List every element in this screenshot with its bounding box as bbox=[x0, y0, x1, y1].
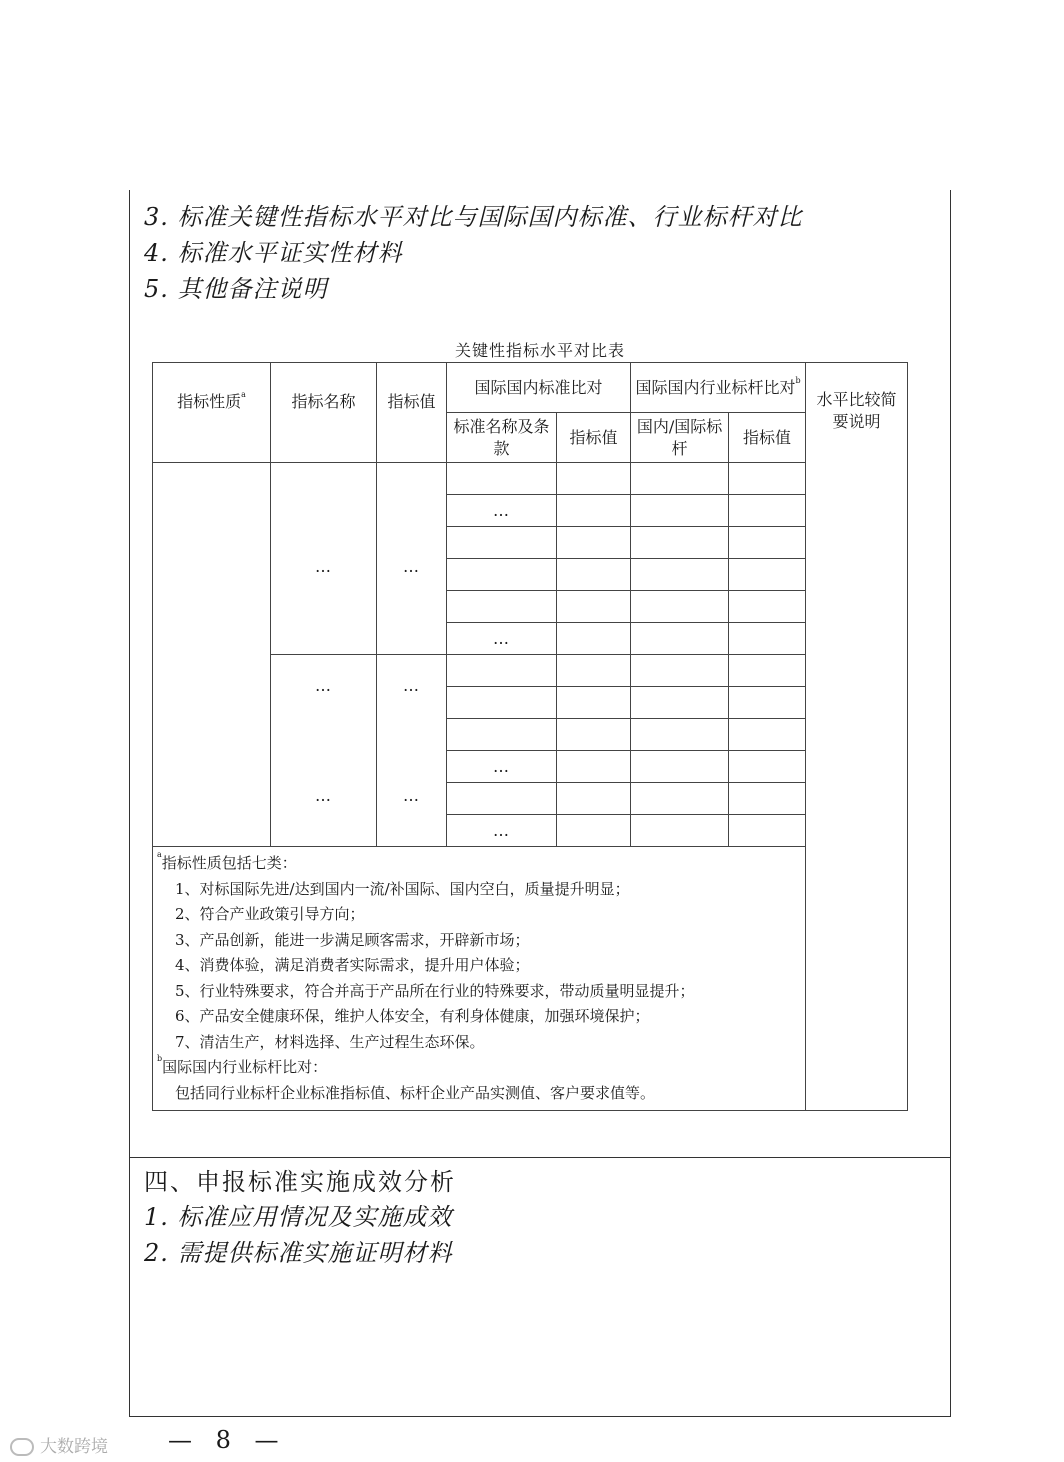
note-a-head: $^a$指标性质包括七类： bbox=[157, 850, 297, 872]
note-a-item: 6、产品安全健康环保，维护人体安全，有利身体健康，加强环境保护； bbox=[175, 1007, 650, 1025]
table-cell[interactable] bbox=[631, 751, 729, 783]
table-cell[interactable] bbox=[631, 687, 729, 719]
cell-value: … bbox=[377, 463, 447, 655]
table-cell[interactable] bbox=[729, 527, 806, 559]
footnote-mark-a: a bbox=[241, 390, 246, 399]
note-a-item: 5、行业特殊要求，符合并高于产品所在行业的特殊要求，带动质量明显提升； bbox=[175, 981, 695, 1000]
header-indicator-nature: 指标性质$^a$ bbox=[153, 363, 271, 463]
header-level-compare: 水平比较简要说明 bbox=[806, 363, 908, 1111]
table-cell[interactable] bbox=[447, 783, 557, 815]
table-cell[interactable] bbox=[729, 623, 806, 655]
table-cell[interactable] bbox=[557, 719, 631, 751]
table-cell[interactable] bbox=[729, 463, 806, 495]
header-indicator-name: 指标名称 bbox=[271, 363, 377, 463]
page-footer bbox=[0, 1426, 1064, 1462]
note-a-item: 2、符合产业政策引导方向； bbox=[175, 905, 365, 923]
item-4-evidence-materials: 4. 标准水平证实性材料 bbox=[144, 239, 403, 267]
note-b-head: $^b$国际国内行业标杆比对： bbox=[157, 1054, 328, 1076]
item-1-application-results: 1. 标准应用情况及实施成效 bbox=[144, 1203, 453, 1231]
note-b-item: 包括同行业标杆企业标准指标值、标杆企业产品实测值、客户要求值等。 bbox=[175, 1083, 656, 1102]
item-2-proof-materials: 2. 需提供标准实施证明材料 bbox=[144, 1239, 453, 1267]
section-4-heading: 四、申报标准实施成效分析 bbox=[144, 1168, 456, 1196]
header-intl-domestic-std: 国际国内标准比对 bbox=[447, 363, 631, 413]
watermark-logo: 大数跨境 bbox=[10, 1432, 108, 1457]
table-cell[interactable] bbox=[557, 655, 631, 687]
table-cell[interactable] bbox=[557, 463, 631, 495]
note-a-item: 7、清洁生产，材料选择、生产过程生态环保。 bbox=[175, 1032, 485, 1051]
table-cell[interactable] bbox=[557, 751, 631, 783]
table-cell[interactable]: … bbox=[447, 495, 557, 527]
table-cell[interactable] bbox=[729, 495, 806, 527]
table-cell[interactable] bbox=[447, 463, 557, 495]
table-cell[interactable] bbox=[631, 815, 729, 847]
item-5-other-remarks: 5. 其他备注说明 bbox=[144, 275, 328, 303]
table-cell[interactable]: … bbox=[447, 815, 557, 847]
header-std-name-clause: 标准名称及条款 bbox=[447, 413, 557, 463]
table-cell[interactable] bbox=[729, 815, 806, 847]
table-cell[interactable] bbox=[557, 783, 631, 815]
table-cell[interactable] bbox=[729, 655, 806, 687]
footnote-mark-b: b bbox=[795, 375, 801, 385]
table-cell[interactable] bbox=[729, 591, 806, 623]
table-cell[interactable] bbox=[631, 719, 729, 751]
table-cell[interactable] bbox=[557, 623, 631, 655]
cell-nature bbox=[153, 463, 271, 847]
table-cell[interactable] bbox=[557, 815, 631, 847]
note-a-item: 3、产品创新，能进一步满足顾客需求，开辟新市场； bbox=[175, 930, 530, 949]
table-cell[interactable] bbox=[729, 783, 806, 815]
table-cell[interactable] bbox=[631, 559, 729, 591]
table-cell[interactable] bbox=[447, 559, 557, 591]
table-title: 关键性指标水平对比表 bbox=[454, 341, 625, 360]
table-cell[interactable] bbox=[631, 527, 729, 559]
page-number: — 8 — bbox=[168, 1426, 287, 1454]
header-indicator-value: 指标值 bbox=[377, 363, 447, 463]
cell-name: … bbox=[271, 463, 377, 655]
header-benchmark-name: 国内/国际标杆 bbox=[631, 413, 729, 463]
table-cell[interactable] bbox=[557, 495, 631, 527]
table-cell[interactable] bbox=[729, 719, 806, 751]
table-cell[interactable] bbox=[631, 463, 729, 495]
item-3-kpi-comparison: 3. 标准关键性指标水平对比与国际国内标准、行业标杆对比 bbox=[144, 203, 803, 231]
header-std-value: 指标值 bbox=[557, 413, 631, 463]
table-cell[interactable] bbox=[557, 527, 631, 559]
table-notes bbox=[153, 847, 908, 1111]
table-cell[interactable] bbox=[729, 559, 806, 591]
table-cell[interactable]: … bbox=[447, 751, 557, 783]
table-cell[interactable] bbox=[557, 591, 631, 623]
note-a-item: 4、消费体验，满足消费者实际需求，提升用户体验； bbox=[175, 956, 530, 974]
note-a-item: 1、对标国际先进/达到国内一流/补国际、国内空白，质量提升明显； bbox=[175, 879, 630, 898]
table-cell[interactable] bbox=[631, 591, 729, 623]
cell-value: … … bbox=[377, 655, 447, 847]
table-cell[interactable] bbox=[729, 687, 806, 719]
table-cell[interactable] bbox=[447, 719, 557, 751]
table-cell[interactable] bbox=[631, 623, 729, 655]
kpi-comparison-table bbox=[152, 362, 908, 1111]
section-divider bbox=[129, 1157, 951, 1158]
table-cell[interactable] bbox=[447, 655, 557, 687]
table-cell[interactable]: … bbox=[447, 623, 557, 655]
cell-name: … … bbox=[271, 655, 377, 847]
watermark-icon bbox=[10, 1438, 34, 1456]
table-cell[interactable] bbox=[447, 591, 557, 623]
header-benchmark-value: 指标值 bbox=[729, 413, 806, 463]
table-cell[interactable] bbox=[631, 655, 729, 687]
table-cell[interactable] bbox=[631, 495, 729, 527]
table-cell[interactable] bbox=[557, 559, 631, 591]
table-cell[interactable] bbox=[557, 687, 631, 719]
header-intl-domestic-benchmark: 国际国内行业标杆比对$^b$ bbox=[631, 363, 806, 413]
table-cell[interactable] bbox=[631, 783, 729, 815]
table-cell[interactable] bbox=[729, 751, 806, 783]
table-cell[interactable] bbox=[447, 687, 557, 719]
table-cell[interactable] bbox=[447, 527, 557, 559]
